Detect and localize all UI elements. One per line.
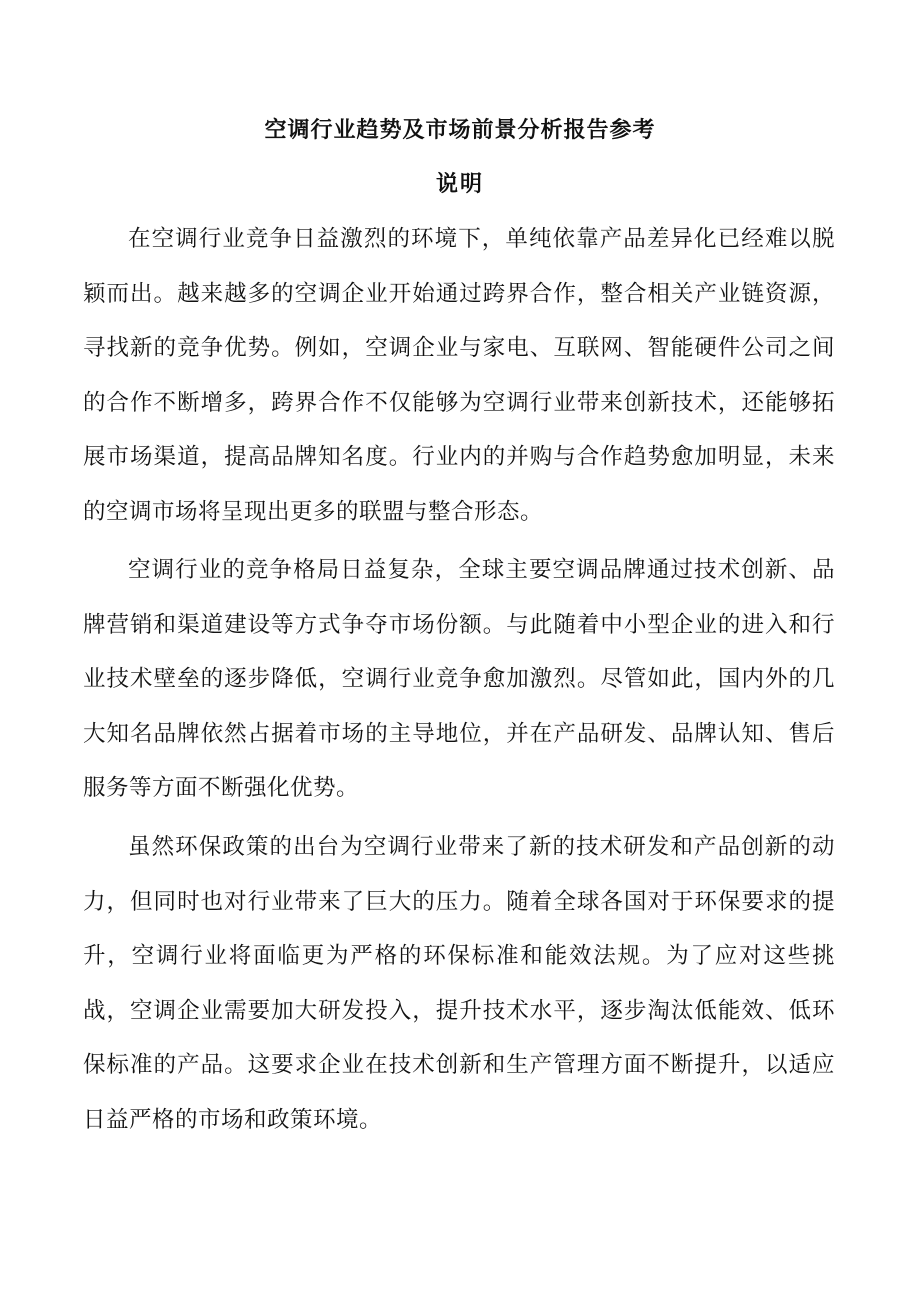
paragraph-2: 空调行业的竞争格局日益复杂，全球主要空调品牌通过技术创新、品牌营销和渠道建设等方式争夺市场份额。与此随着中小型企业的进入和行业技术壁垒的逐步降低，空调行业竞争愈加激烈。尽管如此，国内外的几大知名品牌依然占据着市场的主导地位，并在产品研发、品牌认知、售后服务等方面不断强化优势。 <box>83 557 835 801</box>
document-title: 空调行业趋势及市场前景分析报告参考 <box>264 118 656 143</box>
paragraph-3: 虽然环保政策的出台为空调行业带来了新的技术研发和产品创新的动力，但同时也对行业带来了巨大的压力。随着全球各国对于环保要求的提升，空调行业将面临更为严格的环保标准和能效法规。为了应对这些挑战，空调企业需要加大研发投入，提升技术水平，逐步淘汰低能效、低环保标准的产品。这要求企业在技术创新和生产管理方面不断提升，以适应日益严格的市场和政策环境。 <box>83 834 835 1133</box>
section-heading: 说明 <box>435 172 484 197</box>
paragraph-1: 在空调行业竞争日益激烈的环境下，单纯依靠产品差异化已经难以脱颖而出。越来越多的空调企业开始通过跨界合作，整合相关产业链资源，寻找新的竞争优势。例如，空调企业与家电、互联网、智能硬件公司之间的合作不断增多，跨界合作不仅能够为空调行业带来创新技术，还能够拓展市场渠道，提高品牌知名度。行业内的并购与合作趋势愈加明显，未来的空调市场将呈现出更多的联盟与整合形态。 <box>83 226 835 525</box>
